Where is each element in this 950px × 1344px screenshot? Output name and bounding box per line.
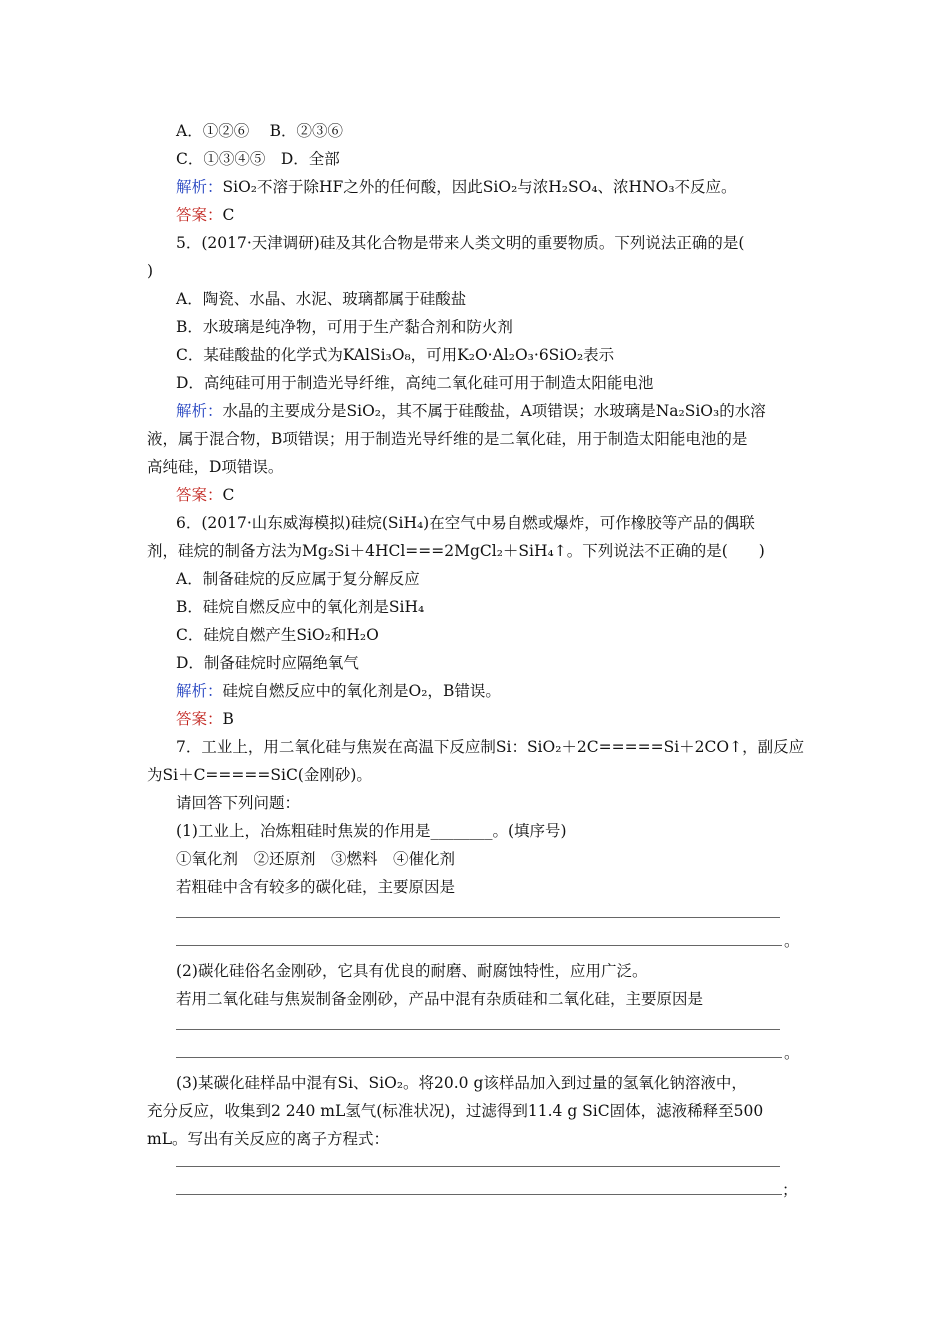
q5-answer <box>176 488 234 504</box>
answer-blank-line[interactable] <box>176 1166 780 1167</box>
analysis-text: SiO₂不溶于除HF之外的任何酸，因此SiO₂与浓H₂SO₄、浓HNO₃不反应。 <box>222 178 737 196</box>
q4-answer <box>176 208 234 224</box>
q7-part1-options: ①氧化剂 ②还原剂 ③燃料 ④催化剂 <box>176 850 456 868</box>
q6-stem-line1: 6．(2017·山东威海模拟)硅烷(SiH₄)在空气中易自燃或爆炸，可作橡胶等产品的偶联 <box>176 514 755 532</box>
q7-part2-question: 若用二氧化硅与焦炭制备金刚砂，产品中混有杂质硅和二氧化硅，主要原因是 <box>176 990 704 1008</box>
answer-value: C <box>222 206 235 224</box>
analysis-label: 解析： <box>176 402 223 420</box>
q7-part2-stem: (2)碳化硅俗名金刚砂，它具有优良的耐磨、耐腐蚀特性，应用广泛。 <box>176 962 648 980</box>
q7-stem-line2: 为Si＋C=====SiC(金刚砂)。 <box>147 766 372 784</box>
q6-analysis <box>176 684 501 700</box>
q5-option-b: B．水玻璃是纯净物，可用于生产黏合剂和防火剂 <box>176 318 513 336</box>
q7-part3-line2: 充分反应，收集到2 240 mL氢气(标准状况)，过滤得到11.4 g SiC固体，滤液稀释至500 <box>147 1102 764 1120</box>
answer-blank-line[interactable] <box>176 917 780 918</box>
q4-options-cd: C．①③④⑤ D．全部 <box>176 150 340 168</box>
q5-analysis-line1 <box>176 404 766 420</box>
q5-analysis-line3: 高纯硅，D项错误。 <box>147 458 284 476</box>
q4-options-ab: A．①②⑥ B．②③⑥ <box>176 122 344 140</box>
answer-label: 答案： <box>176 206 223 224</box>
q5-analysis-line2: 液，属于混合物，B项错误；用于制造光导纤维的是二氧化硅，用于制造太阳能电池的是 <box>147 430 748 448</box>
q6-option-a: A．制备硅烷的反应属于复分解反应 <box>176 570 420 588</box>
q5-stem-line2: ) <box>147 262 154 280</box>
answer-blank-line[interactable] <box>176 1194 782 1195</box>
q7-part3-line3: mL。写出有关反应的离子方程式： <box>147 1130 389 1148</box>
answer-label: 答案： <box>176 710 223 728</box>
answer-label: 答案： <box>176 486 223 504</box>
analysis-text: 硅烷自燃反应中的氧化剂是O₂，B错误。 <box>222 682 501 700</box>
answer-value: B <box>222 710 234 728</box>
q6-option-c: C．硅烷自燃产生SiO₂和H₂O <box>176 626 379 644</box>
answer-blank-line[interactable] <box>176 1057 782 1058</box>
analysis-text: 水晶的主要成分是SiO₂，其不属于硅酸盐，A项错误；水玻璃是Na₂SiO₃的水溶 <box>222 402 766 420</box>
analysis-label: 解析： <box>176 682 223 700</box>
answer-value: C <box>222 486 235 504</box>
q7-prompt: 请回答下列问题： <box>176 794 301 812</box>
end-period: 。 <box>784 932 800 950</box>
q7-stem-line1: 7．工业上，用二氧化硅与焦炭在高温下反应制Si：SiO₂＋2C=====Si＋2CO↑，副反应 <box>176 738 805 756</box>
q7-part1-reason: 若粗硅中含有较多的碳化硅，主要原因是 <box>176 878 456 896</box>
end-period: 。 <box>784 1044 800 1062</box>
q6-option-d: D．制备硅烷时应隔绝氧气 <box>176 654 359 672</box>
end-semicolon: ； <box>782 1181 798 1199</box>
q5-stem-line1: 5．(2017·天津调研)硅及其化合物是带来人类文明的重要物质。下列说法正确的是( <box>176 234 745 252</box>
q5-option-c: C．某硅酸盐的化学式为KAlSi₃O₈，可用K₂O·Al₂O₃·6SiO₂表示 <box>176 346 615 364</box>
analysis-label: 解析： <box>176 178 223 196</box>
q7-part1-question: (1)工业上，冶炼粗硅时焦炭的作用是________。(填序号) <box>176 822 567 840</box>
q6-option-b: B．硅烷自燃反应中的氧化剂是SiH₄ <box>176 598 425 616</box>
answer-blank-line[interactable] <box>176 945 782 946</box>
q6-stem-line2: 剂，硅烷的制备方法为Mg₂Si＋4HCl===2MgCl₂＋SiH₄↑。下列说法不正确的是( ) <box>147 542 765 560</box>
q5-option-a: A．陶瓷、水晶、水泥、玻璃都属于硅酸盐 <box>176 290 467 308</box>
q4-analysis <box>176 180 737 196</box>
q5-option-d: D．高纯硅可用于制造光导纤维，高纯二氧化硅可用于制造太阳能电池 <box>176 374 654 392</box>
answer-blank-line[interactable] <box>176 1029 780 1030</box>
q6-answer <box>176 712 234 728</box>
q7-part3-line1: (3)某碳化硅样品中混有Si、SiO₂。将20.0 g该样品加入到过量的氢氧化钠溶液中， <box>176 1074 747 1092</box>
